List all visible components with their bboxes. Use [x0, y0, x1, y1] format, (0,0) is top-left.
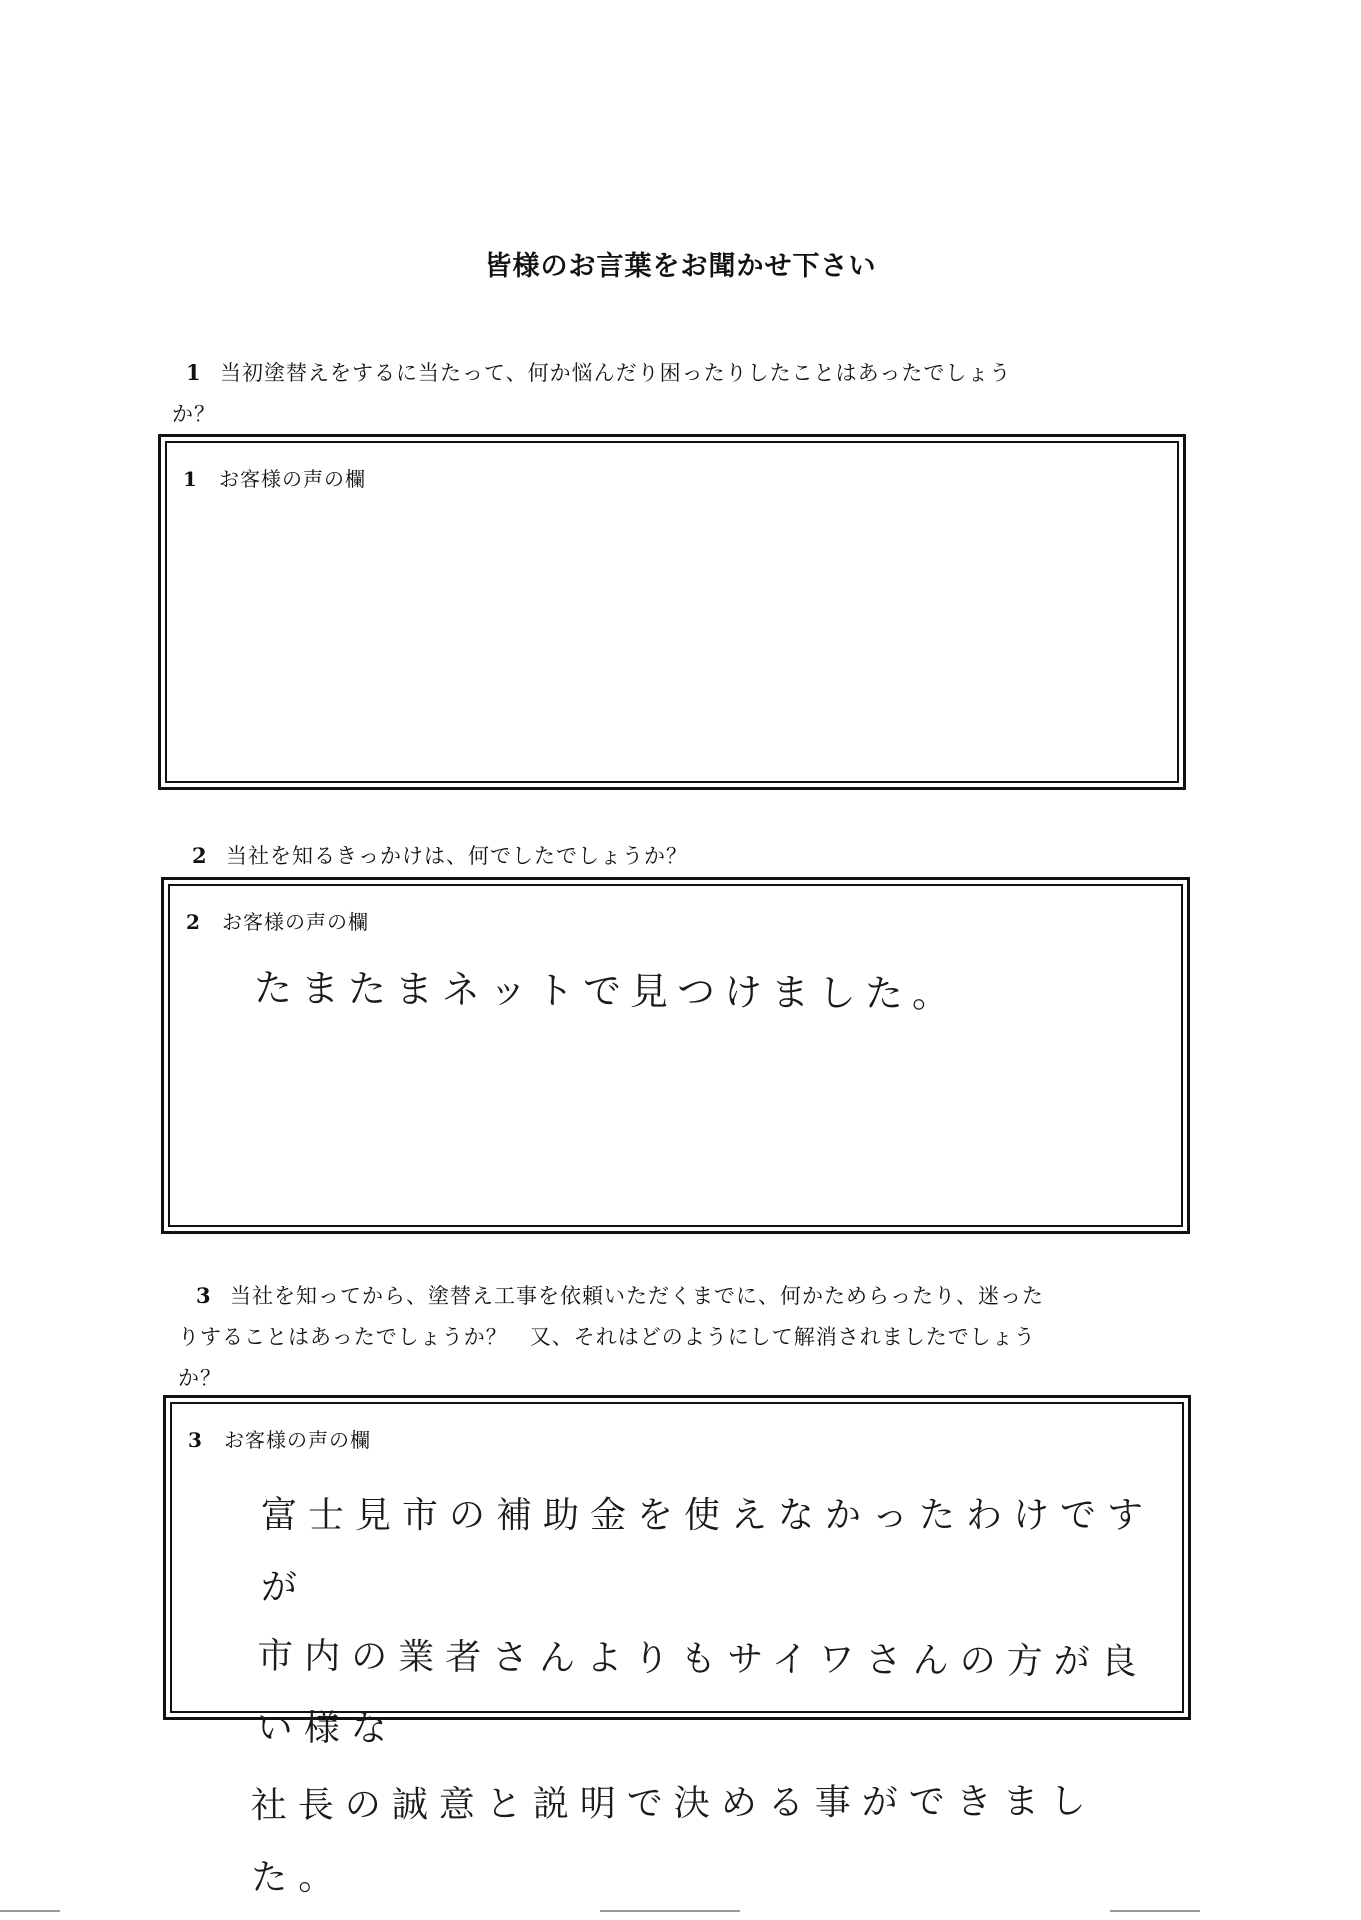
page-title: 皆様のお言葉をお聞かせ下さい: [484, 251, 877, 282]
box-label: [188, 1424, 371, 1453]
handwritten-line: 富士見市の補助金を使えなかったわけですが: [261, 1495, 1155, 1608]
handwritten-answer: [250, 1480, 1188, 1912]
question-number: 3: [196, 1283, 212, 1308]
answer-box-2[interactable]: [161, 877, 1190, 1234]
box-label-number: 1: [183, 467, 198, 491]
handwritten-line: たまたまネットで見つけました。: [253, 965, 960, 1017]
box-label-number: 3: [188, 1428, 203, 1452]
box-label-text: お客様の声の欄: [222, 910, 369, 934]
question-number: 2: [192, 843, 208, 868]
scan-artifact: [1110, 1910, 1200, 1912]
question-1: [172, 352, 1166, 435]
box-label-text: お客様の声の欄: [219, 467, 366, 491]
question-number: 1: [186, 360, 202, 385]
answer-box-1[interactable]: [158, 434, 1186, 790]
question-continuation: か？: [172, 402, 216, 426]
handwritten-line: 社長の誠意と説明で決める事ができました。: [250, 1781, 1097, 1899]
scan-artifact: [600, 1910, 740, 1912]
handwritten-line: 市内の業者さんよりもサイワさんの方が良い様な: [256, 1635, 1148, 1750]
handwritten-answer: [254, 957, 959, 1018]
question-text: 当社を知るきっかけは、何でしたでしょうか？: [226, 844, 688, 868]
question-text: 当社を知ってから、塗替え工事を依頼いただくまでに、何かためらったり、迷った: [230, 1284, 1044, 1308]
box-label-text: お客様の声の欄: [224, 1428, 371, 1452]
answer-box-3[interactable]: [163, 1395, 1191, 1899]
question-3: [178, 1275, 1176, 1399]
box-label-number: 2: [186, 910, 201, 934]
box-label: [183, 463, 366, 492]
question-continuation: りすることはあったでしょうか？ 又、それはどのようにして解消されましたでしょう: [178, 1325, 1036, 1349]
scan-artifact: [0, 1910, 60, 1912]
question-text: 当初塗替えをするに当たって、何か悩んだり困ったりしたことはあったでしょう: [220, 361, 1012, 385]
question-2: [192, 835, 1152, 877]
box-label: [186, 906, 369, 935]
question-continuation: か？: [178, 1366, 222, 1390]
